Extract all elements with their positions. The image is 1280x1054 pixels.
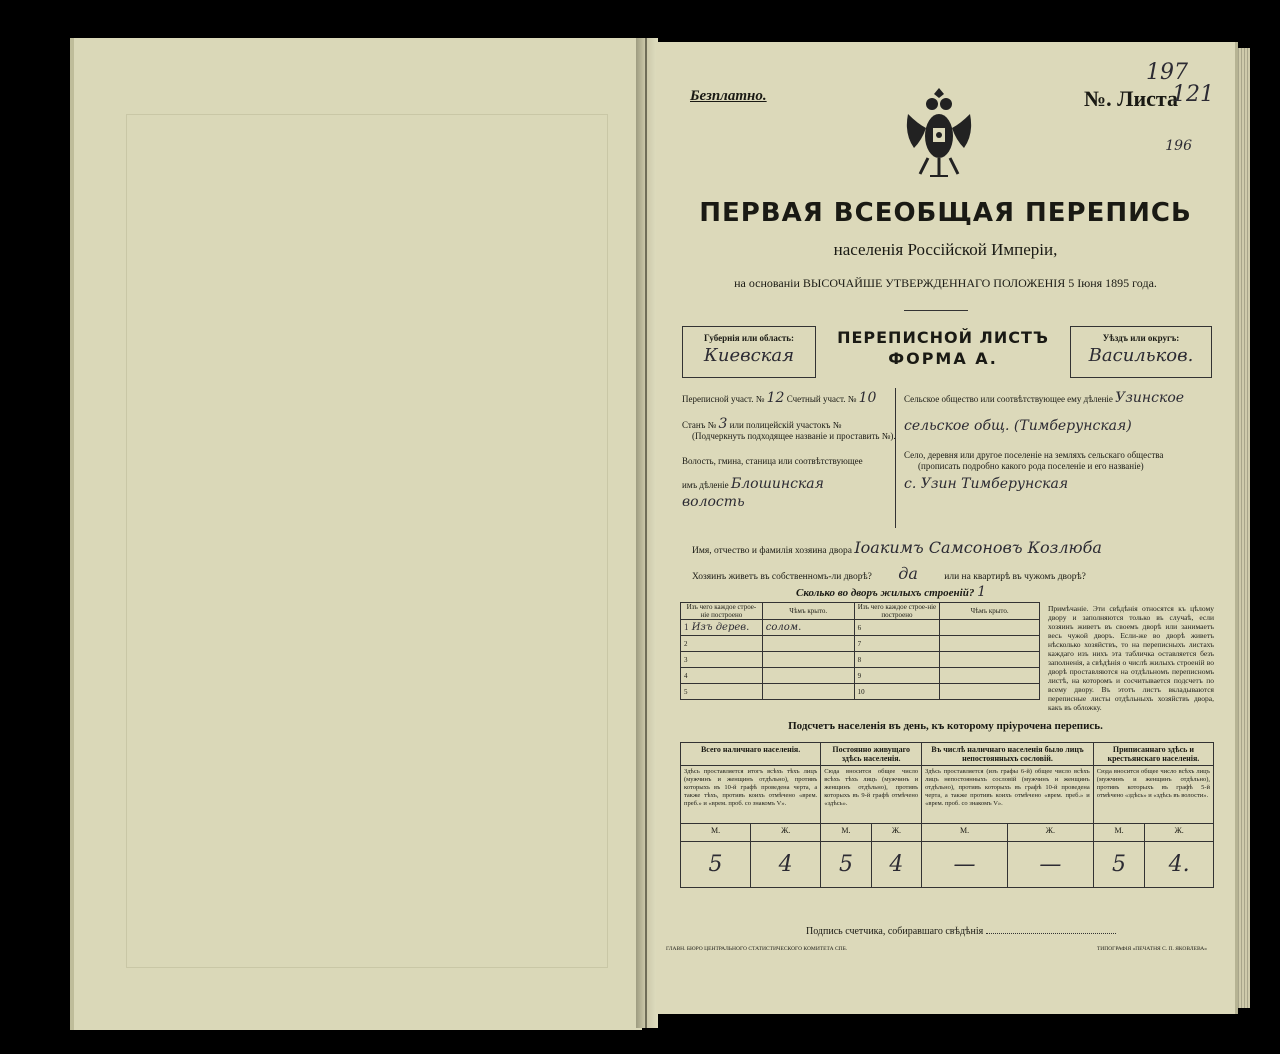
- male-label: М.: [1093, 824, 1145, 842]
- count-header-row: [681, 743, 1214, 766]
- buildings-question: Сколько во дворъ жилыхъ строеній? 1: [796, 584, 987, 600]
- building-number: 5: [681, 684, 763, 700]
- building-number: 7: [854, 636, 940, 652]
- building-roof: [762, 668, 854, 684]
- table-row: [681, 636, 1040, 652]
- building-number: 4: [681, 668, 763, 684]
- volost-label: Волость, гмина, станица или соотвѣтствующее: [682, 456, 863, 466]
- volost-value-2: волость: [682, 494, 745, 510]
- count-value: 4.: [1145, 842, 1214, 888]
- owner-name-row: Имя, отчество и фамилія хозяина двора Іоакимъ Самсоновъ Козлюба: [692, 538, 1102, 557]
- sheet-number-label: №. Листа: [1083, 86, 1178, 111]
- building-roof: [940, 636, 1040, 652]
- count-value: —: [1007, 842, 1093, 888]
- sheet-number-value: 121: [1172, 82, 1214, 107]
- page-edges: [1236, 48, 1250, 1008]
- count-value: 4: [871, 842, 921, 888]
- male-label: М.: [821, 824, 871, 842]
- society-value-1: Узинское: [1115, 390, 1185, 406]
- province-label: Губернія или область:: [703, 333, 795, 343]
- buildings-value: 1: [977, 584, 987, 600]
- census-basis: на основаніи ВЫСОЧАЙШЕ УТВЕРЖДЕННАГО ПОЛОЖЕНІЯ 5 Іюня 1895 года.: [734, 276, 1157, 290]
- own-yard-value: да: [898, 564, 918, 583]
- owner-name-value: Іоакимъ Самсоновъ Козлюба: [854, 538, 1102, 557]
- uezd-value: Васильков.: [1088, 345, 1194, 366]
- table-row: [681, 684, 1040, 700]
- female-label: Ж.: [871, 824, 921, 842]
- volost-value-1: Блошинская: [730, 476, 824, 492]
- imperial-eagle-icon: [902, 84, 976, 182]
- table-row: [681, 668, 1040, 684]
- village-note: (прописать подробно какого рода поселеніе и его названіе): [918, 461, 1144, 471]
- count-description: Здѣсь проставляется (изъ графы 6-й) общее число всѣхъ лицъ непостоянныхъ сословій (мужчинъ и женщинъ отдѣльно), противъ которыхъ въ графѣ 10-й проведена черта, а также противъ коихъ отмѣчено «врем. преб.» и «врем. проб. со знакомъ V».: [922, 766, 1094, 824]
- note-text: Примѣчаніе. Эти свѣдѣнія относятся къ цѣлому двору и заполняются только въ случаѣ, если хозяинъ живетъ въ своемъ дворѣ или занимаетъ весь чужой дворъ. Если-же во дворѣ живетъ нѣсколько хозяйствъ, то на переписныхъ листахъ каждаго изъ нихъ эта табличка оставляется безъ заполненія, а свѣдѣнія о числѣ жилыхъ строеній во дворѣ проставляются на отдѣльномъ переписномъ листѣ, на которомъ и сосчитывается подсчетъ по всему двору. Въ этотъ листъ вкладываются переписные листы отдѣльныхъ хозяйствъ двора, какъ въ обложку.: [1048, 604, 1214, 712]
- building-roof: [762, 636, 854, 652]
- census-subtitle: населенія Россійской Имперіи,: [833, 240, 1058, 259]
- form-label: ФОРМА А.: [888, 349, 998, 368]
- uezd-label: Уѣздъ или округъ:: [1102, 333, 1180, 343]
- building-roof: солом.: [762, 620, 854, 636]
- count-description: Сюда вносится общее число всѣхъ лицъ (мужчинъ и женщинъ отдѣльно), противъ которыхъ въ графѣ 5-й отмѣчено «здѣсь» и «здѣсь въ волости».: [1093, 766, 1213, 824]
- count-title: Подсчетъ населенія въ день, къ которому пріурочена перепись.: [788, 720, 1103, 732]
- building-roof: [940, 620, 1040, 636]
- count-value: 5: [1093, 842, 1145, 888]
- building-roof: [940, 668, 1040, 684]
- building-roof: [762, 684, 854, 700]
- count-value: 5: [681, 842, 751, 888]
- roof-header: Чѣмъ крыто.: [762, 603, 854, 620]
- uezd-box: [1070, 326, 1212, 378]
- count-header: Приписаннаго здѣсь и крестьянскаго населенія.: [1093, 743, 1213, 766]
- left-page-frame: [126, 114, 608, 968]
- count-description: Здѣсь проставляется итогъ всѣхъ тѣхъ лицъ (мужчинъ и женщинъ отдѣльно), противъ которыхъ въ 10-й графѣ проведена черта, а также тѣхъ, противъ коихъ отмѣчено «врем. преб.» и «врем. проб. со знакомъ V».: [681, 766, 821, 824]
- male-label: М.: [922, 824, 1008, 842]
- building-material: 1 Изъ дерев.: [681, 620, 763, 636]
- count-value: 5: [821, 842, 871, 888]
- building-roof: [940, 684, 1040, 700]
- building-number: 6: [854, 620, 940, 636]
- province-box: [682, 326, 816, 378]
- count-value: 4: [751, 842, 821, 888]
- title-divider: [904, 310, 968, 311]
- count-description-row: [681, 766, 1214, 824]
- building-number: 9: [854, 668, 940, 684]
- location-left: [682, 388, 896, 528]
- building-roof: [762, 652, 854, 668]
- count-header: Въ числѣ наличнаго населенія было лицъ непостоянныхъ сословій.: [922, 743, 1094, 766]
- sex-header-row: [681, 824, 1214, 842]
- district-line: Переписной участ. № 12 Счетный участ. № 10: [682, 390, 877, 406]
- village-label: Село, деревня или другое поселеніе на земляхъ сельскаго общества: [904, 450, 1164, 460]
- volost-line: имъ дѣленіе Блошинская: [682, 476, 824, 492]
- society-value-2: сельское общ. (Тимберунская): [904, 418, 1132, 434]
- form-title: [820, 328, 1066, 368]
- roof-header: Чѣмъ крыто.: [940, 603, 1040, 620]
- count-value: —: [922, 842, 1008, 888]
- census-form-page: [656, 42, 1238, 1014]
- stan-note: (Подчеркнуть подходящее названіе и проставить №).: [692, 431, 896, 441]
- stan-line: Станъ № 3 или полицейскій участокъ №: [682, 416, 842, 432]
- building-number: 10: [854, 684, 940, 700]
- census-district-value: 12: [766, 390, 785, 406]
- province-value: Киевская: [703, 345, 795, 366]
- building-roof: [940, 652, 1040, 668]
- census-title: ПЕРВАЯ ВСЕОБЩАЯ ПЕРЕПИСЬ: [699, 198, 1192, 228]
- printer-right: ТИПОГРАФІЯ «ПЕЧАТНЯ С. П. ЯКОВЛЕВА»: [1096, 946, 1207, 952]
- female-label: Ж.: [1145, 824, 1214, 842]
- table-row: [681, 620, 1040, 636]
- enumerator-signature-line: Подпись счетчика, собиравшаго свѣдѣнія: [806, 926, 1116, 937]
- counting-district-value: 10: [858, 390, 877, 406]
- village-value: с. Узин Тимберунская: [904, 476, 1069, 492]
- building-number: 8: [854, 652, 940, 668]
- building-number: 2: [681, 636, 763, 652]
- owner-yard-row: Хозяинъ живетъ въ собственномъ-ли дворѣ? да или на квартирѣ въ чужомъ дворѣ?: [692, 564, 1086, 583]
- archive-number: 197: [1146, 60, 1188, 85]
- material-header: Изъ чего каждое строе-ніе построено: [681, 603, 763, 620]
- population-count-table: [680, 742, 1214, 888]
- stan-value: 3: [718, 416, 728, 432]
- count-values-row: [681, 842, 1214, 888]
- count-header: Постоянно живущаго здѣсь населенія.: [821, 743, 922, 766]
- material-header: Изъ чего каждое строе-ніе построено: [854, 603, 940, 620]
- society-line: Сельское общество или соотвѣтствующее ему дѣленіе Узинское: [904, 390, 1185, 406]
- buildings-table: [680, 602, 1040, 700]
- female-label: Ж.: [1007, 824, 1093, 842]
- building-number: 3: [681, 652, 763, 668]
- left-page: [70, 38, 642, 1030]
- sheet-title: ПЕРЕПИСНОЙ ЛИСТЪ: [837, 328, 1049, 347]
- free-label: Безплатно.: [690, 88, 767, 104]
- count-header: Всего наличнаго населенія.: [681, 743, 821, 766]
- table-row: [681, 652, 1040, 668]
- printer-left: ГЛАВН. БЮРО ЦЕНТРАЛЬНОГО СТАТИСТИЧЕСКОГО КОМИТЕТА СПБ.: [666, 946, 848, 952]
- location-right: [904, 388, 1212, 528]
- count-description: Сюда вносится общее число всѣхъ тѣхъ лицъ (мужчинъ и женщинъ отдѣльно), противъ которыхъ въ 9-й графѣ отмѣчено «здѣсь».: [821, 766, 922, 824]
- side-number: 196: [1165, 138, 1192, 154]
- location-block: [682, 388, 1212, 528]
- book-spine: [636, 38, 658, 1028]
- male-label: М.: [681, 824, 751, 842]
- female-label: Ж.: [751, 824, 821, 842]
